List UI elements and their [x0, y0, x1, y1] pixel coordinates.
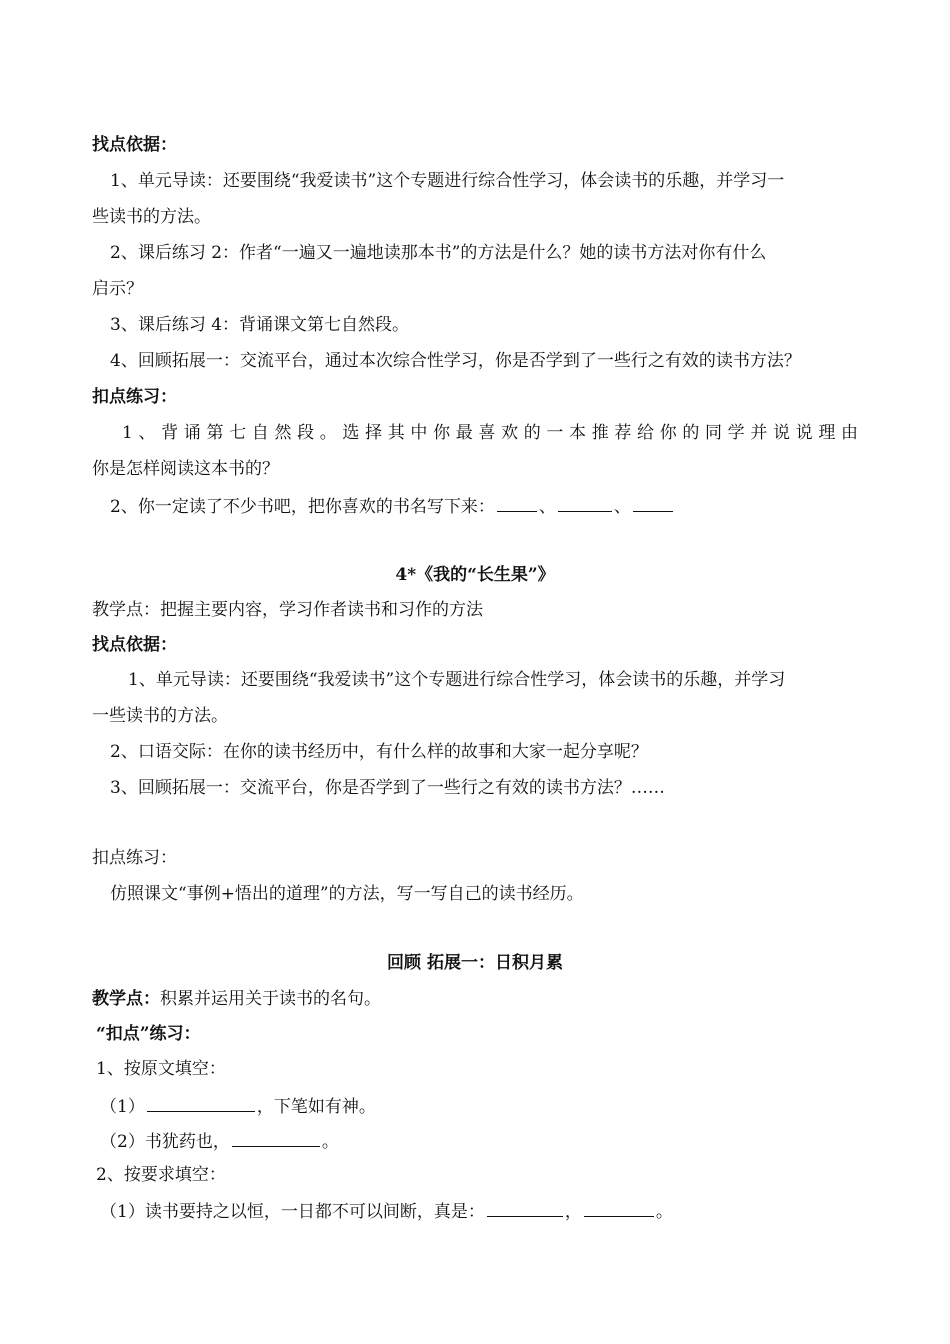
separator: 、 [538, 497, 556, 517]
practice-item-1: 1、背诵第七自然段。选择其中你最喜欢的一本推荐给你的同学并说说理由 [122, 423, 858, 443]
item-prefix: （1）读书要持之以恒，一日都不可以间断，真是： [100, 1202, 485, 1222]
basis-item-1-cont: 些读书的方法。 [92, 207, 211, 227]
question-2-1 [100, 1198, 858, 1224]
fill-blank[interactable] [147, 1093, 255, 1112]
teaching-point: 教学点：把握主要内容，学习作者读书和习作的方法 [92, 600, 483, 620]
basis-heading: 找点依据： [92, 635, 177, 655]
separator: 、 [613, 497, 631, 517]
practice-heading: 扣点练习： [92, 848, 177, 868]
section-title: 回顾 拓展一：日积月累 [387, 953, 563, 973]
item-prefix: （2）书犹药也， [100, 1132, 230, 1152]
basis-item-4: 4、回顾拓展一：交流平台，通过本次综合性学习，你是否学到了一些行之有效的读书方法？ [110, 351, 801, 371]
practice-item-1: 仿照课文“事例+悟出的道理”的方法，写一写自己的读书经历。 [110, 884, 584, 904]
basis-item-2-cont: 启示？ [92, 279, 143, 299]
fill-blank[interactable] [487, 1198, 563, 1217]
teaching-label: 教学点： [92, 989, 160, 1009]
basis-item-1: 1、单元导读：还要围绕“我爱读书”这个专题进行综合性学习，体会读书的乐趣，并学习一 [110, 171, 785, 191]
basis-heading: 找点依据： [92, 135, 177, 155]
teaching-point [92, 987, 858, 1011]
teaching-text: 积累并运用关于读书的名句。 [160, 989, 381, 1009]
lesson-title: 4*《我的“长生果”》 [395, 565, 555, 585]
practice-item-2-text: 2、你一定读了不少书吧，把你喜欢的书名写下来： [110, 497, 495, 517]
basis-item-3: 3、课后练习 4：背诵课文第七自然段。 [110, 315, 410, 335]
basis-item-3: 3、回顾拓展一：交流平台，你是否学到了一些行之有效的读书方法？…… [110, 778, 665, 798]
question-1: 1、按原文填空： [96, 1059, 226, 1079]
question-2: 2、按要求填空： [96, 1165, 226, 1185]
basis-item-1-cont: 一些读书的方法。 [92, 706, 228, 726]
separator: ， [564, 1202, 582, 1222]
practice-item-2 [110, 493, 858, 519]
basis-item-2: 2、口语交际：在你的读书经历中，有什么样的故事和大家一起分享呢？ [110, 742, 648, 762]
basis-item-2: 2、课后练习 2：作者“一遍又一遍地读那本书”的方法是什么？她的读书方法对你有什么 [110, 243, 767, 263]
item-suffix: 。 [655, 1202, 673, 1222]
fill-blank[interactable] [633, 493, 673, 512]
item-prefix: （1） [100, 1097, 145, 1117]
basis-item-1: 1、单元导读：还要围绕“我爱读书”这个专题进行综合性学习，体会读书的乐趣，并学习 [128, 670, 786, 690]
practice-heading: 扣点练习： [92, 387, 177, 407]
practice-item-1-cont: 你是怎样阅读这本书的？ [92, 459, 279, 479]
item-suffix: 。 [321, 1132, 339, 1152]
question-1-2 [100, 1128, 858, 1154]
fill-blank[interactable] [232, 1128, 320, 1147]
practice-heading: “扣点”练习： [96, 1024, 201, 1044]
fill-blank[interactable] [558, 493, 612, 512]
fill-blank[interactable] [584, 1198, 654, 1217]
item-suffix: ，下笔如有神。 [256, 1097, 376, 1117]
question-1-1 [100, 1093, 858, 1119]
fill-blank[interactable] [497, 493, 537, 512]
